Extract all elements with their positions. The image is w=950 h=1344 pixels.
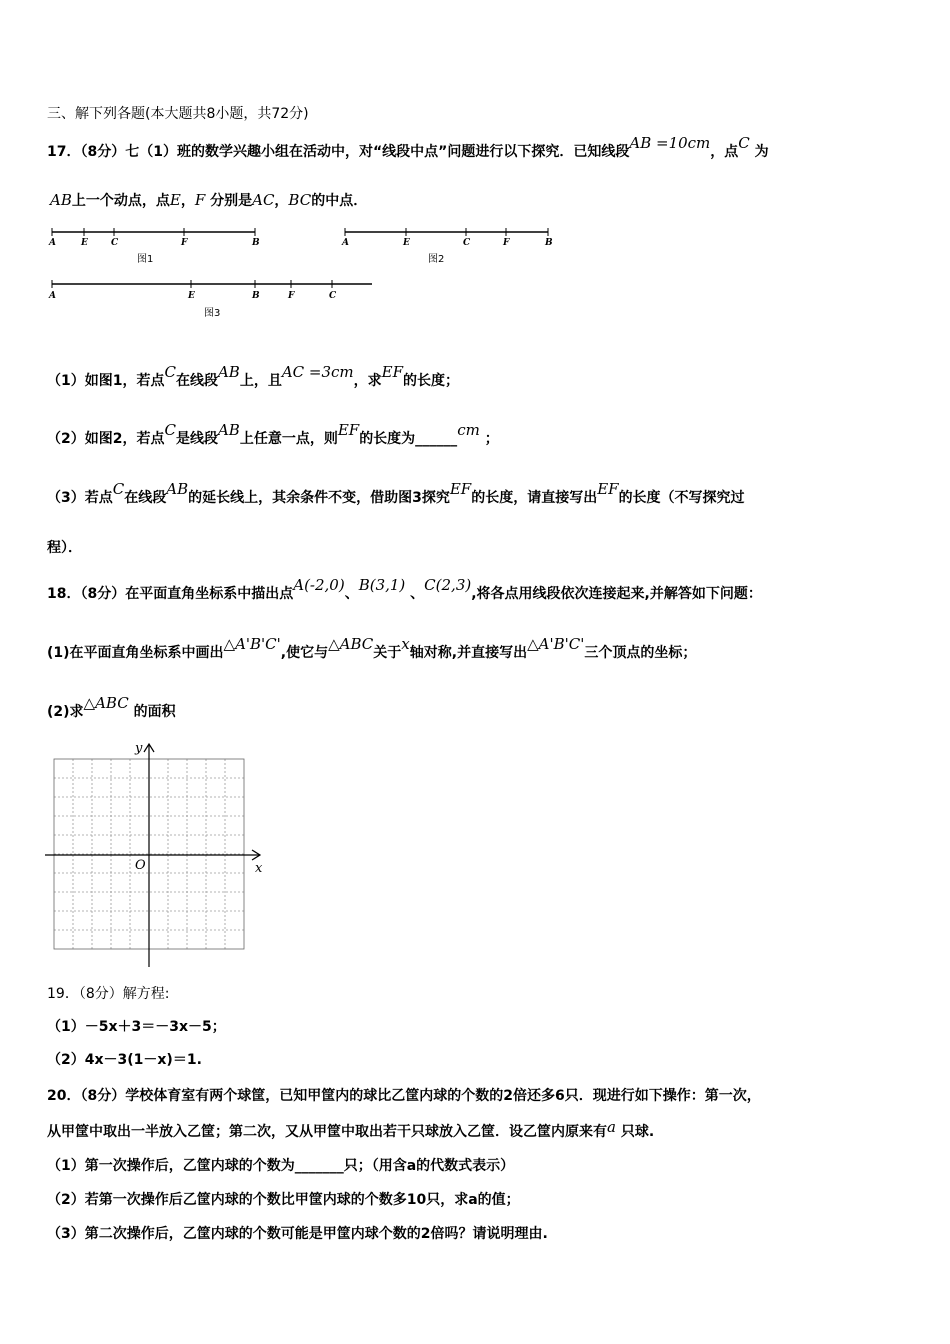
y-axis-label: y <box>135 741 143 756</box>
segment-figures <box>40 220 580 325</box>
q17-text-wei: 为 <box>754 144 769 160</box>
q17-p2-m2: AB <box>217 421 240 439</box>
q17-p3-m1: C <box>112 480 125 498</box>
q17-line2-text2: 分别是 <box>210 193 253 209</box>
q17-line2-sep2: ， <box>274 193 289 209</box>
fig2-label-b: B <box>545 238 553 248</box>
q18-p1-t3: 关于 <box>373 645 402 661</box>
fig2-label-e: E <box>403 238 410 248</box>
q17-line2-text1: 上一个动点，点 <box>71 193 170 209</box>
q17-line2-e: E <box>169 191 181 209</box>
q17-line2 <box>50 190 367 210</box>
fig2-label-a: A <box>342 238 349 248</box>
q17-p3-m3: EF <box>449 480 472 498</box>
q17-line2-text3: 的中点． <box>311 193 368 209</box>
q17-part2 <box>47 421 499 448</box>
q17-part1 <box>47 363 460 390</box>
q18-point-a: A(-2,0) <box>293 576 345 594</box>
q18-p1-t2: ,使它与 <box>280 645 329 661</box>
q17-line2-ac: AC <box>252 191 275 209</box>
section-title: 三、解下列各题(本大题共8小题，共72分) <box>47 106 309 122</box>
q18-p1-t1: (1)在平面直角坐标系中画出 <box>47 645 224 661</box>
q17-math-c: C <box>738 134 750 152</box>
q17-math-ab: AB =10cm <box>629 134 711 152</box>
q17-p2-m4: cm <box>457 421 480 439</box>
q17-p1-m1: C <box>164 363 176 381</box>
x-axis-label: x <box>255 861 263 876</box>
q18-point-c: C(2,3) <box>424 576 472 594</box>
fig3-label-c: C <box>329 291 337 301</box>
q18-p1-t4: 轴对称,并直接写出 <box>409 645 528 661</box>
figure-2 <box>341 228 553 265</box>
q18-part2 <box>47 694 176 721</box>
q17-p3-t2: 在线段 <box>124 490 167 506</box>
q17-p2-m3: EF <box>337 421 360 439</box>
coordinate-grid <box>40 738 270 970</box>
q17-p3-m2: AB <box>166 480 189 498</box>
q19-eq2: （2）4x－3(1－x)＝1. <box>47 1052 202 1068</box>
q17-p1-t2: 在线段 <box>175 373 218 389</box>
q17-p3-t3: 的延长线上，其余条件不变，借助图3探究 <box>188 490 450 506</box>
q18-t1: 18．（8分）在平面直角坐标系中描出点 <box>47 586 294 602</box>
figure-1 <box>48 228 260 265</box>
q20-line2-t2: 只球. <box>620 1124 655 1140</box>
fig3-caption: 图3 <box>204 308 221 319</box>
q19-eq1: （1）－5x＋3＝－3x－5； <box>47 1019 226 1035</box>
fig3-label-e: E <box>188 291 195 301</box>
q19-title: 19．（8分）解方程: <box>47 986 170 1002</box>
fig3-label-a: A <box>49 291 56 301</box>
q17-p1-m4: EF <box>381 363 404 381</box>
fig3-label-f: F <box>288 291 295 301</box>
q17-p2-t4: 的长度为______ <box>359 431 458 447</box>
q18-line1 <box>47 576 762 603</box>
q18-sep1: 、 <box>344 586 359 602</box>
q20-line2-t1: 从甲筐中取出一半放入乙筐；第二次，又从甲筐中取出若干只球放入乙筐．设乙筐内原来有 <box>47 1124 607 1140</box>
q17-p2-t2: 是线段 <box>175 431 218 447</box>
q17-p1-t5: 的长度； <box>403 373 460 389</box>
q17-p1-m3: AC =3cm <box>281 363 354 381</box>
q17-p2-t3: 上任意一点，则 <box>239 431 338 447</box>
q18-p1-t5: 三个顶点的坐标； <box>584 645 697 661</box>
q17-p1-t4: ，求 <box>353 373 382 389</box>
fig1-caption: 图1 <box>137 254 154 265</box>
q17-p2-m1: C <box>164 421 176 439</box>
fig3-label-b: B <box>252 291 260 301</box>
q17-p2-t5: ； <box>484 431 499 447</box>
fig2-label-f: F <box>503 238 510 248</box>
q17-p3-t1: （3）若点 <box>47 490 113 506</box>
q18-p1-m1: △A'B'C' <box>223 635 281 653</box>
fig1-label-c: C <box>111 238 119 248</box>
q17-line2-sep: ， <box>180 193 195 209</box>
q18-p2-m1: △ABC <box>83 694 129 712</box>
q18-point-b: B(3,1) <box>358 576 406 594</box>
fig1-label-f: F <box>181 238 188 248</box>
q20-line1: 20．（8分）学校体育室有两个球筐，已知甲筐内的球比乙筐内球的个数的2倍还多6只．现进行如下操作：第一次， <box>47 1088 761 1104</box>
q20-line2-var-a: a <box>607 1118 616 1136</box>
q17-p1-m2: AB <box>217 363 240 381</box>
q17-text-dian: ，点 <box>710 144 739 160</box>
q20-part1: （1）第一次操作后，乙筐内球的个数为_______只；（用含a的代数式表示） <box>47 1158 515 1174</box>
q18-p2-t1: (2)求 <box>47 704 84 720</box>
q18-p1-m2: △ABC <box>328 635 374 653</box>
fig2-caption: 图2 <box>428 254 445 265</box>
q20-part2: （2）若第一次操作后乙筐内球的个数比甲筐内球的个数多10只，求a的值； <box>47 1192 520 1208</box>
q17-p3-t5: 的长度（不写探究过 <box>618 490 745 506</box>
fig1-label-b: B <box>252 238 260 248</box>
q17-line2-f: F <box>194 191 206 209</box>
q17-p1-t1: （1）如图1，若点 <box>47 373 165 389</box>
figure-3 <box>48 280 372 319</box>
q17-line2-bc: BC <box>288 191 312 209</box>
q17-intro: 17．（8分）七（1）班的数学兴趣小组在活动中，对“线段中点”问题进行以下探究．已知线段 <box>47 144 630 160</box>
q18-part1 <box>47 635 697 662</box>
fig2-label-c: C <box>463 238 471 248</box>
q17-p3-t4: 的长度，请直接写出 <box>471 490 598 506</box>
q18-p1-m3: x <box>401 635 410 653</box>
q17-p2-t1: （2）如图2，若点 <box>47 431 165 447</box>
q18-t2: ,将各点用线段依次连接起来,并解答如下问题： <box>471 586 762 602</box>
q20-line2 <box>47 1118 655 1141</box>
q17-line1 <box>47 134 769 161</box>
fig1-label-e: E <box>81 238 88 248</box>
origin-label: O <box>135 858 146 873</box>
q20-part3: （3）第二次操作后，乙筐内球的个数可能是甲筐内球个数的2倍吗？请说明理由. <box>47 1226 548 1242</box>
q17-p1-t3: 上，且 <box>239 373 282 389</box>
q18-sep2: 、 <box>410 586 425 602</box>
q18-p2-t2: 的面积 <box>133 704 176 720</box>
q17-p3-m4: EF <box>597 480 619 498</box>
fig1-label-a: A <box>49 238 56 248</box>
q17-line2-ab: AB <box>50 191 72 209</box>
q18-p1-m4: △A'B'C' <box>527 635 585 653</box>
q17-part3 <box>47 480 745 507</box>
q17-part3-cont: 程）． <box>47 540 82 556</box>
